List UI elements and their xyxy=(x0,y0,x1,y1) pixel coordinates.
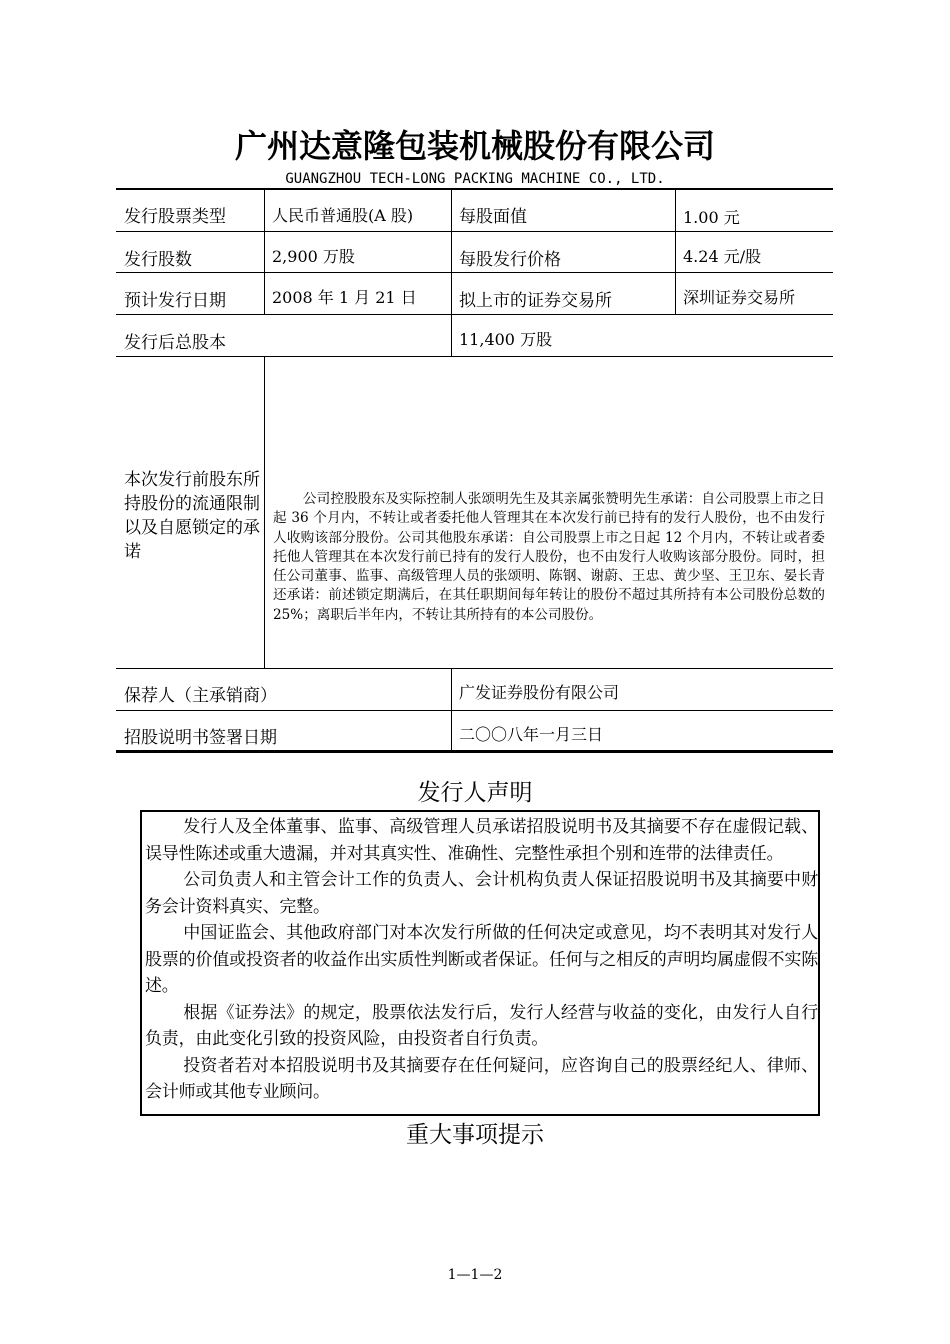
declaration-paragraph: 根据《证券法》的规定，股票依法发行后，发行人经营与收益的变化，由发行人自行负责，由此变化引致的投资风险，由投资者自行负责。 xyxy=(145,1002,818,1049)
lockup-commitment-text: 公司控股股东及实际控制人张颂明先生及其亲属张赞明先生承诺：自公司股票上市之日起 36 个月内，不转让或者委托他人管理其在本次发行前已持有的发行人股份，也不由发行人收购该部分股份。公司其他股东承诺：自公司股票上市之日起 12 个月内，不转让或者委托他人管理其在本次发行前已持有的发行人股份，也不由发行人收购该部分股份。同时，担任公司董事、监事、高级管理人员的张颂明、陈钢、谢蔚、王忠、黄少坚、王卫东、晏长青还承诺：前述锁定期满后，在其任职期间每年转让的股份不超过其所持有本公司股份总数的25%；离职后半年内，不转让其所持有的本公司股份。 xyxy=(273,491,825,623)
sponsor-label: 保荐人（主承销商） xyxy=(124,685,277,706)
shares-issued-label: 发行股数 xyxy=(124,249,192,270)
declaration-box xyxy=(140,810,820,1116)
company-name-en: GUANGZHOU TECH-LONG PACKING MACHINE CO., LTD. xyxy=(285,171,665,187)
total-capital-label: 发行后总股本 xyxy=(124,332,226,353)
exchange-value: 深圳证券交易所 xyxy=(683,287,796,307)
issue-price-value: 4.24 元/股 xyxy=(683,246,762,266)
issue-date-label: 预计发行日期 xyxy=(124,290,226,311)
stock-type-value: 人民币普通股(A 股) xyxy=(272,205,414,225)
table-col-divider xyxy=(264,356,265,668)
company-name-cn: 广州达意隆包装机械股份有限公司 xyxy=(234,127,715,165)
page-number: 1—1—2 xyxy=(447,1267,503,1283)
par-value-label: 每股面值 xyxy=(459,206,527,227)
lockup-label: 本次发行前股东所持股份的流通限制以及自愿锁定的承诺 xyxy=(124,470,260,562)
exchange-label: 拟上市的证券交易所 xyxy=(459,290,612,311)
stock-type-label: 发行股票类型 xyxy=(124,206,226,227)
declaration-paragraph: 中国证监会、其他政府部门对本次发行所做的任何决定或意见，均不表明其对发行人股票的价值或投资者的收益作出实质性判断或者保证。任何与之相反的声明均属虚假不实陈述。 xyxy=(145,923,818,996)
sign-date-label: 招股说明书签署日期 xyxy=(124,727,277,748)
declaration-paragraph: 投资者若对本招股说明书及其摘要存在任何疑问，应咨询自己的股票经纪人、律师、会计师或其他专业顾问。 xyxy=(145,1055,818,1102)
declaration-paragraph: 发行人及全体董事、监事、高级管理人员承诺招股说明书及其摘要不存在虚假记载、误导性陈述或重大遗漏，并对其真实性、准确性、完整性承担个别和连带的法律责任。 xyxy=(145,817,818,864)
shares-issued-value: 2,900 万股 xyxy=(272,246,355,266)
par-value-value: 1.00 元 xyxy=(683,207,740,227)
table-top-rule xyxy=(116,188,833,190)
declaration-title: 发行人声明 xyxy=(417,780,533,806)
total-capital-value: 11,400 万股 xyxy=(459,329,553,349)
major-matters-title: 重大事项提示 xyxy=(406,1122,544,1148)
sponsor-value: 广发证券股份有限公司 xyxy=(459,682,620,702)
declaration-paragraph: 公司负责人和主管会计工作的负责人、会计机构负责人保证招股说明书及其摘要中财务会计资料真实、完整。 xyxy=(145,870,818,917)
issue-price-label: 每股发行价格 xyxy=(459,249,561,270)
sign-date-value: 二〇〇八年一月三日 xyxy=(459,724,604,744)
issue-date-value: 2008 年 1 月 21 日 xyxy=(272,287,417,307)
table-row-divider xyxy=(116,668,833,669)
